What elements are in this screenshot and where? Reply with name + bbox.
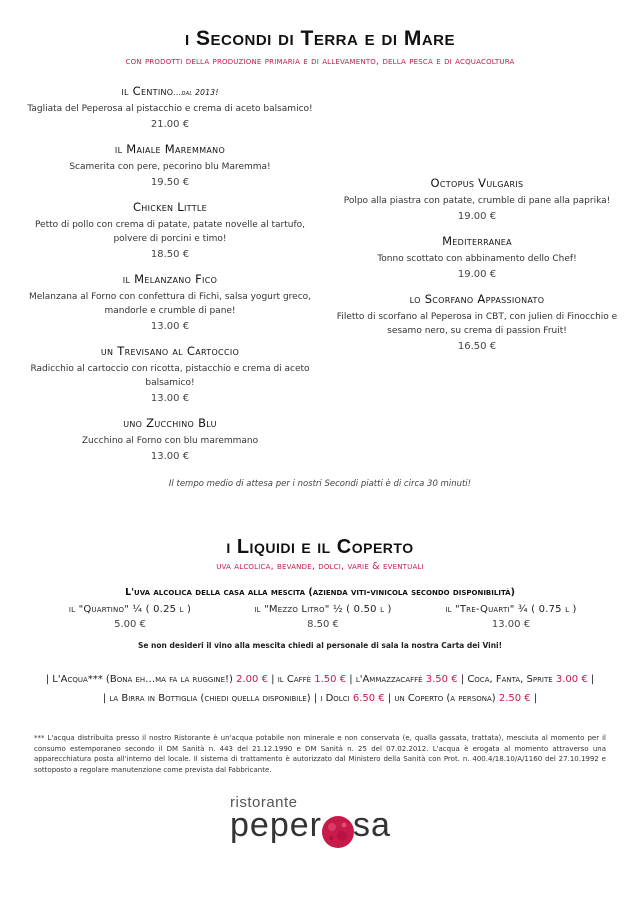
wine-option [60,604,200,630]
dish-description: Melanzana al Forno con confettura di Fichi, salsa yogurt greco, mandorle e crumble di pane! [28,292,312,316]
extra-price: 6.50 € [352,693,385,704]
dish-description: Zucchino al Forno con blu maremmano [81,436,259,446]
house-wine-title: L'uva alcolica della casa alla mescita (azienda viti-vinicola secondo disponibilità) [125,587,515,598]
dish-name: il Maiale Maremmano [114,142,226,156]
dish-item [322,292,632,352]
dish-name: il Centino [121,84,174,98]
wine-option-label: il "Mezzo Litro" ½ ( 0.50 l ) [254,604,392,615]
water-footnote: *** L'acqua distribuita presso il nostro Ristorante è un'acqua potabile non minerale e non conservata (e, qualla gassata, trattata), mesciuta al momento per il consumo estemporaneo secondo il DM Sanità n. 443 del 21.12.1990 e DM Sanità n. 25 del 07.02.2012. L'acqua è erogata al momento attraverso una apparecchiatura posta all'interno del locale. Il sistema di trattamento è autorizzato dal Ministero della Sanità con Prot. n. 400.4/18.10/A/1160 del 27.10.1992 e sottoposto a regolare manutenzione come prevista dal Fabbricante. [34,734,606,774]
dish-price: 19.50 € [150,177,190,188]
extra-price: 1.50 € [314,674,347,685]
dish-description: Tonno scottato con abbinamento dello Chef! [377,254,577,264]
dish-name: un Trevisano al Cartoccio [100,344,240,358]
wine-option-price: 5.00 € [114,619,146,630]
dish-price: 19.00 € [457,269,497,280]
dish-item [322,234,632,280]
wine-option [248,604,398,630]
extras-line: | la Birra in Bottiglia (chiedi quella disponibile) | i Dolci 6.50 € | un Coperto (a persona) 2.50 € | [102,693,538,704]
wine-option [436,604,586,630]
logo-text-top: ristorante [230,794,298,811]
pepper-logo-icon [320,814,356,850]
extra-label: Coca, Fanta, Sprite [467,674,553,685]
wine-option-label: il "Quartino" ¼ ( 0.25 l ) [68,604,192,615]
dish-name: Mediterranea [442,234,512,248]
wine-option-price: 13.00 € [491,619,531,630]
dish-item [322,176,632,222]
dish-tag: ...dal 2013! [173,88,219,97]
dish-item [20,84,320,130]
dish-price: 13.00 € [150,393,190,404]
dish-price: 13.00 € [150,451,190,462]
dishes-left-column [20,84,320,474]
section-title-liquidi: i Liquidi e il Coperto [226,536,414,558]
extra-label: un Coperto (a persona) [394,693,496,704]
logo-text-left: peper [230,806,322,844]
extras-list [20,670,620,708]
section-title-secondi: i Secondi di Terra e di Mare [184,27,456,50]
dish-price: 19.00 € [457,211,497,222]
dishes-right-column [322,176,632,364]
dish-description: Filetto di scorfano al Peperosa in CBT, con julien di Finocchio e sesamo nero, su crema di passion Fruit! [336,312,618,336]
wine-option-price: 8.50 € [307,619,339,630]
extra-price: 2.00 € [236,674,268,685]
dish-name: Chicken Little [132,200,208,214]
dish-description: Radicchio al cartoccio con ricotta, pistacchio e crema di aceto balsamico! [30,364,310,388]
extra-price: 3.50 € [425,674,458,685]
dish-item [20,344,320,404]
extra-label: la Birra in Bottiglia (chiedi quella disponibile) [109,693,311,704]
dish-price: 13.00 € [150,321,190,332]
extras-line: | L'Acqua*** (Bona eh…ma fa la ruggine!) 2.00 € | il Caffè 1.50 € | l'Ammazzacaffè 3.50 € | Coca, Fanta, Sprite 3.00 € | [45,674,595,685]
dish-price: 21.00 € [150,119,190,130]
extra-label: i Dolci [320,693,350,704]
dish-item [20,416,320,462]
dish-name: il Melanzano Fico [122,272,218,286]
extra-price: 3.00 € [555,674,588,685]
dish-description: Polpo alla piastra con patate, crumble di pane alla paprika! [343,196,611,206]
dish-item [20,142,320,188]
wine-card-note: Se non desideri il vino alla mescita chiedi al personale di sala la nostra Carta dei Vini! [137,641,503,650]
dish-item [20,200,320,260]
waiting-time-note: Il tempo medio di attesa per i nostri Secondi piatti è di circa 30 minuti! [168,479,472,489]
dish-name: lo Scorfano Appassionato [409,292,545,306]
extra-label: l'Ammazzacaffè [355,674,423,685]
dish-name: Octopus Vulgaris [430,176,524,190]
dish-name: uno Zucchino Blu [123,416,217,430]
wine-option-label: il "Tre-Quarti" ¾ ( 0.75 l ) [445,604,577,615]
section-subtitle-liquidi: uva alcolica, bevande, dolci, varie & eventuali [216,561,424,572]
dish-description: Petto di pollo con crema di patate, patate novelle al tartufo, polvere di porcini e timo! [34,220,306,244]
extra-label: L'Acqua*** (Bona eh…ma fa la ruggine!) [52,674,233,685]
dish-description: Tagliata del Peperosa al pistacchio e crema di aceto balsamico! [27,104,313,114]
dish-description: Scamerita con pere, pecorino blu Maremma! [69,162,271,172]
dish-price: 18.50 € [150,249,190,260]
extra-price: 2.50 € [498,693,531,704]
dish-item [20,272,320,332]
section-subtitle-secondi: con prodotti della produzione primaria e di allevamento, della pesca e di acquacoltura [125,56,515,67]
restaurant-logo [222,794,422,854]
logo-text-right: sa [353,806,391,844]
dish-price: 16.50 € [457,341,497,352]
extra-label: il Caffè [277,674,312,685]
